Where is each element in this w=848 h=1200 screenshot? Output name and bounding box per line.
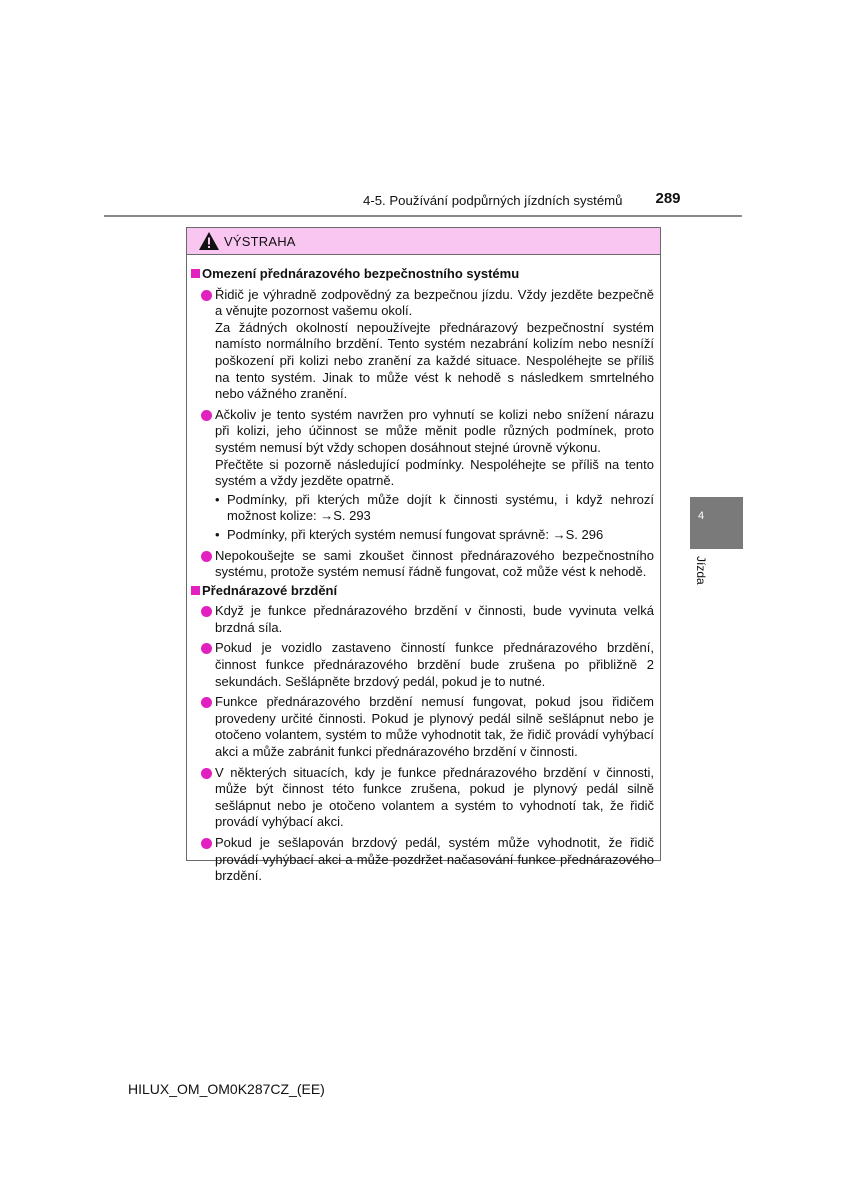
condition-bullet	[215, 491, 654, 525]
round-bullet-icon	[201, 410, 212, 421]
section-title-text: Přednárazové brzdění	[202, 582, 338, 598]
paragraph-text: Pokud je sešlapován brzdový pedál, systém může vyhodnotit, že řidič provádí vyhýbací akci a může pozdržet načasování funkce přednárazového brzdění.	[215, 835, 654, 884]
warning-item	[215, 407, 654, 490]
paragraph-text: Funkce přednárazového brzdění nemusí fungovat, pokud jsou řidičem provedeny určité činnosti. Pokud je plynový pedál silně sešlápnut nebo je otočeno volantem, systém to může vyhodnotit tak, že řidič provádí vyhýbací akci a může zabránit funkci přednárazového brzdění v činnosti.	[215, 694, 654, 760]
warning-item	[215, 835, 654, 885]
header-divider	[104, 215, 742, 217]
document-code: HILUX_OM_OM0K287CZ_(EE)	[128, 1081, 325, 1097]
paragraph-text: Ačkoliv je tento systém navržen pro vyhnutí se kolizi nebo snížení nárazu při kolizi, jeho účinnost se může měnit podle různých podmínek, proto systém nemusí být vždy schopen dosáhnout stejné úrovně výkonu.	[215, 406, 654, 455]
chapter-name: Jízda	[694, 556, 708, 585]
warning-item	[215, 287, 654, 403]
round-bullet-icon	[201, 643, 212, 654]
warning-triangle-icon	[198, 231, 220, 251]
warning-item	[215, 694, 654, 760]
bullet-dot-icon: •	[215, 526, 220, 542]
warning-item	[215, 765, 654, 831]
round-bullet-icon	[201, 838, 212, 849]
chapter-tab	[690, 497, 743, 549]
paragraph-text: Pokud je vozidlo zastaveno činností funkce přednárazového brzdění, činnost funkce přednárazového brzdění bude zrušena po přibližně 2 sekundách. Sešlápněte brzdový pedál, pokud je to nutné.	[215, 640, 654, 689]
condition-bullet	[215, 526, 654, 544]
warning-item	[215, 640, 654, 690]
warning-body	[187, 264, 660, 885]
square-bullet-icon	[191, 586, 200, 595]
paragraph-text: V některých situacích, kdy je funkce přednárazového brzdění v činnosti, může být činnost této funkce zrušena, pokud je plynový pedál silně sešlápnut nebo je otočeno volantem a systém to vyhodnotí tak, že řidič provádí vyhýbací akci.	[215, 764, 654, 830]
warning-label: VÝSTRAHA	[224, 233, 296, 249]
round-bullet-icon	[201, 606, 212, 617]
warning-item	[215, 603, 654, 636]
paragraph-text: Řidič je výhradně zodpovědný za bezpečnou jízdu. Vždy jezděte bezpečně a věnujte pozornost vašemu okolí.	[215, 286, 654, 319]
paragraph-text: Nepokoušejte se sami zkoušet činnost přednárazového bezpečnostního systému, protože systém nemusí řádně fungovat, což může vést k nehodě.	[215, 547, 654, 580]
warning-header	[187, 228, 660, 255]
paragraph-text: Za žádných okolností nepoužívejte přednárazový bezpečnostní systém namísto normálního brzdění. Tento systém nezabrání kolizím nebo nesníží poškození při kolizi nebo zranění za každé situace. Nespoléhejte se příliš na tento systém. Jinak to může vést k nehodě s následkem smrtelného nebo vážného zranění.	[215, 319, 654, 402]
page-number: 289	[655, 190, 681, 207]
round-bullet-icon	[201, 768, 212, 779]
warning-item	[215, 548, 654, 581]
round-bullet-icon	[201, 551, 212, 562]
chapter-number: 4	[697, 510, 705, 522]
bullet-dot-icon: •	[215, 491, 220, 507]
paragraph-text: Když je funkce přednárazového brzdění v činnosti, bude vyvinuta velká brzdná síla.	[215, 603, 654, 635]
warning-box	[186, 227, 661, 884]
paragraph-text: Přečtěte si pozorně následující podmínky. Nespoléhejte se příliš na tento systém a vždy jezděte opatrně.	[215, 456, 654, 489]
condition-text: Podmínky, při kterých systém nemusí fungovat správně: →S. 296	[227, 526, 604, 542]
section-title	[187, 266, 660, 283]
round-bullet-icon	[201, 697, 212, 708]
section-title	[187, 583, 660, 600]
condition-text: Podmínky, při kterých může dojít k činnosti systému, i když nehrozí možnost kolize: →S. 293	[227, 491, 654, 524]
running-header: 4-5. Používání podpůrných jízdních systémů	[363, 193, 623, 208]
section-title-text: Omezení přednárazového bezpečnostního systému	[202, 266, 520, 281]
round-bullet-icon	[201, 290, 212, 301]
square-bullet-icon	[191, 269, 200, 278]
